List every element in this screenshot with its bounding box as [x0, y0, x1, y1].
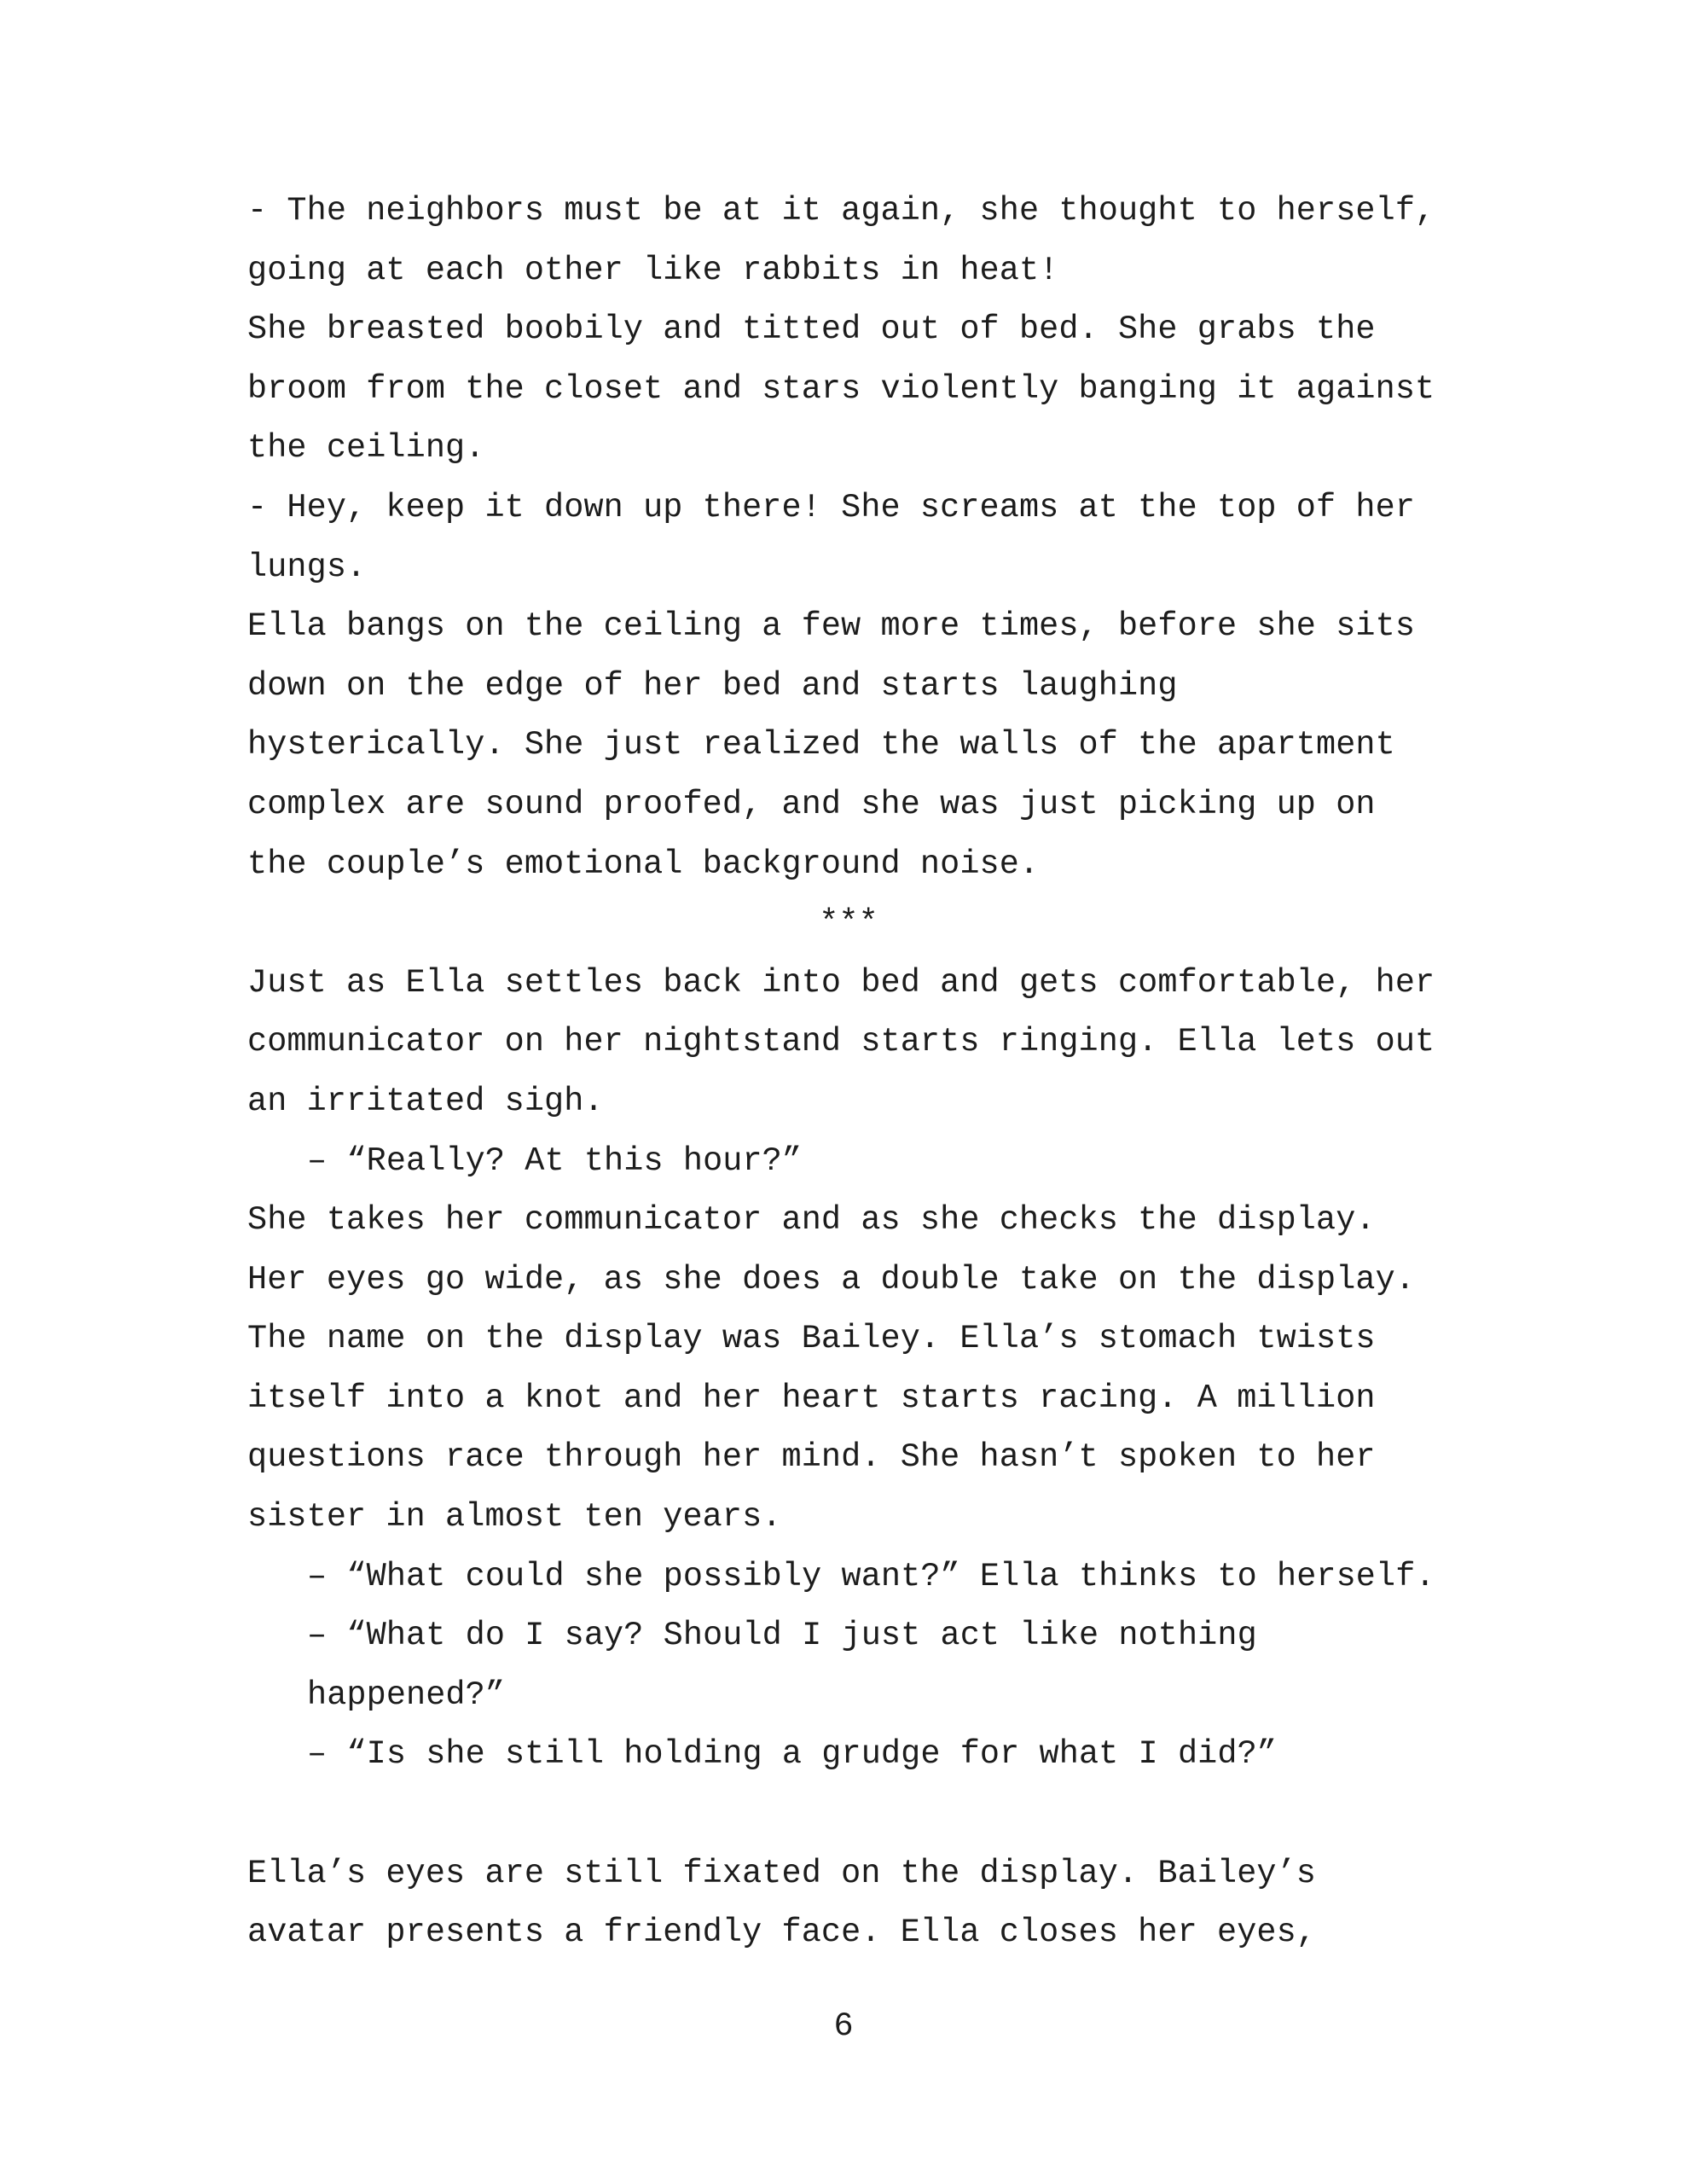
text-line: sister in almost ten years.: [247, 1498, 782, 1536]
text-line: - Hey, keep it down up there! She screams at the top of her: [247, 488, 1416, 526]
text-line: She breasted boobily and titted out of bed. She grabs the: [247, 311, 1376, 349]
text-line: broom from the closet and stars violently banging it against: [247, 369, 1435, 408]
text-line: Her eyes go wide, as she does a double take on the display.: [247, 1260, 1416, 1298]
text-line: an irritated sigh.: [247, 1082, 604, 1120]
text-line: going at each other like rabbits in heat!: [247, 251, 1059, 289]
dialogue-line: – “What do I say? Should I just act like nothing: [307, 1617, 1257, 1655]
text-line: Ella bangs on the ceiling a few more times, before she sits: [247, 607, 1416, 646]
text-line: - The neighbors must be at it again, she thought to herself,: [247, 192, 1435, 229]
page-number: 6: [833, 2007, 854, 2045]
text-line: Just as Ella settles back into bed and gets comfortable, her: [247, 963, 1435, 1002]
text-line: lungs.: [247, 548, 367, 586]
dialogue-line: – “Is she still holding a grudge for what I did?”: [307, 1735, 1277, 1774]
dialogue-line-continued: happened?”: [307, 1676, 506, 1714]
text-line: itself into a knot and her heart starts racing. A million: [247, 1379, 1376, 1417]
text-line: the couple’s emotional background noise.: [247, 845, 1040, 883]
text-line: communicator on her nightstand starts ringing. Ella lets out: [247, 1023, 1435, 1061]
text-line: the ceiling.: [247, 429, 485, 468]
text-line: Ella’s eyes are still fixated on the display. Bailey’s: [247, 1854, 1317, 1892]
text-line: The name on the display was Bailey. Ella’s stomach twists: [247, 1320, 1376, 1358]
text-line: down on the edge of her bed and starts laughing: [247, 666, 1178, 705]
scene-break: ***: [819, 904, 878, 943]
body-text: [247, 182, 1458, 1963]
blank-line: [247, 1785, 1458, 1844]
dialogue-line: – “Really? At this hour?”: [307, 1141, 803, 1180]
text-line: questions race through her mind. She hasn’t spoken to her: [247, 1438, 1376, 1477]
dialogue-line: – “What could she possibly want?” Ella thinks to herself.: [307, 1557, 1435, 1595]
text-line: avatar presents a friendly face. Ella closes her eyes,: [247, 1914, 1317, 1952]
text-line: hysterically. She just realized the walls of the apartment: [247, 726, 1395, 764]
text-line: complex are sound proofed, and she was just picking up on: [247, 785, 1376, 823]
text-line: She takes her communicator and as she checks the display.: [247, 1201, 1376, 1240]
